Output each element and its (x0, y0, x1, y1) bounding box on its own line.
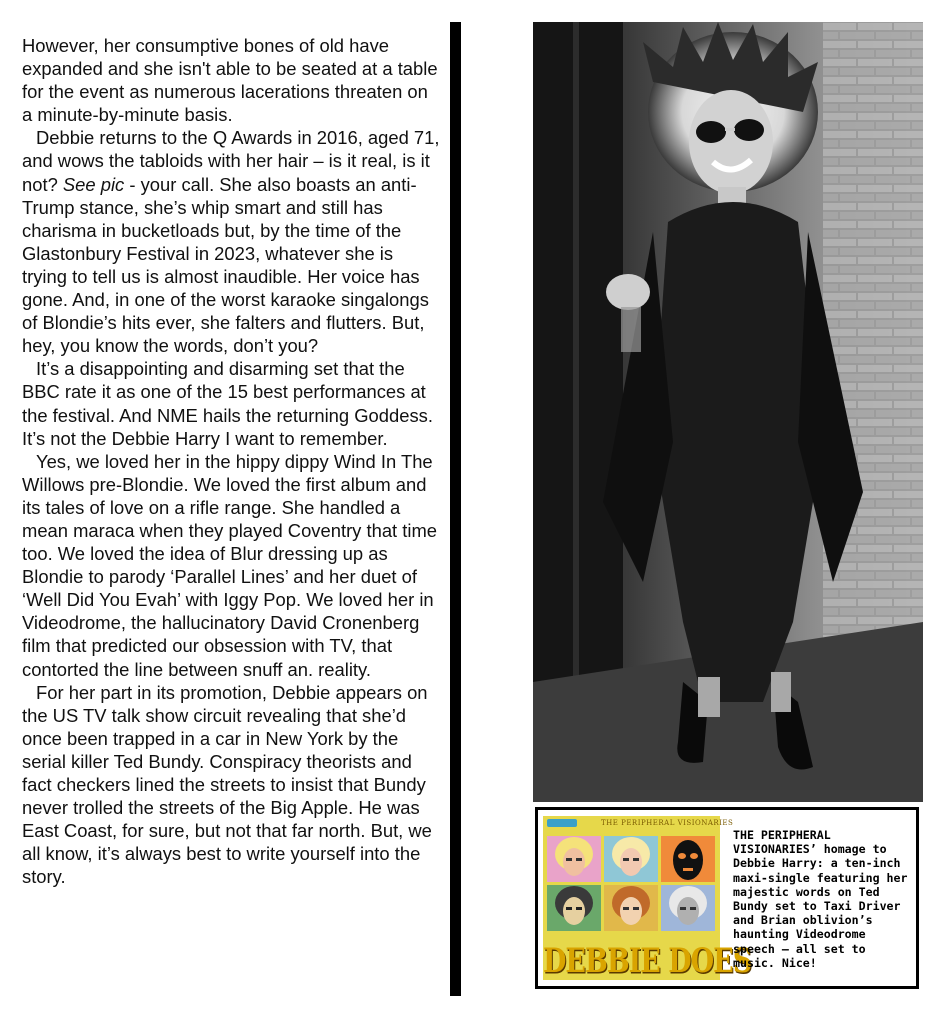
album-header (543, 816, 734, 832)
portrait-tile (547, 836, 601, 882)
paragraph-2-text-b: - your call. She also boasts an anti-Trump stance, she’s whip smart and still has charisma in bucketloads but, by the time of the Glastonbury Festival in 2023, whatever she is trying to tell us is almost inaudible. Her voice has gone. And, in one of the worst karaoke singalongs of Blondie’s hits ever, she falters and flutters. But, hey, you know the words, don’t you? (22, 173, 429, 357)
portrait-tile (661, 885, 715, 931)
portrait-tile (604, 836, 658, 882)
album-header-label: THE PERIPHERAL VISIONARIES (601, 819, 734, 827)
label-logo-icon (547, 819, 577, 827)
portrait-tile (604, 885, 658, 931)
caption-text: THE PERIPHERAL VISIONARIES’ homage to Debbie Harry: a ten-inch maxi-single featuring her majestic words on Ted Bundy set to Taxi Driver and Brian oblivion’s haunting Videodrome speech – all set to music. Nice! (733, 828, 908, 970)
column-divider (450, 22, 461, 996)
paragraph-1: However, her consumptive bones of old have expanded and she isn't able to be seated at a table for the event as numerous lacerations threaten on a minute-by-minute basis. (22, 35, 438, 126)
see-pic-emphasis: See pic (62, 173, 125, 195)
article-text (22, 34, 440, 888)
paragraph-4: Yes, we loved her in the hippy dippy Wind In The Willows pre-Blondie. We loved the first album and its tales of love on a rifle range. She handled a mean maraca when they played Coventry that time too. We loved the idea of Blur dressing up as Blondie to parody ‘Parallel Lines’ and her duet of ‘Well Did You Evah’ with Iggy Pop. We loved her in Videodrome, the hallucinatory David Cronenberg film that predicted our obsession with TV, that contorted the line between snuff an. reality. (22, 450, 438, 680)
caption-box (535, 807, 919, 989)
paragraph-5: For her part in its promotion, Debbie appears on the US TV talk show circuit revealing that she’d once been trapped in a car in New York by the serial killer Ted Bundy. Conspiracy theorists and fact checkers lined the streets to insist that Bundy never trolled the streets of the Big Apple. He was East Coast, for sure, but not that far north. But, we all know, it’s always best to write yourself into the story. (22, 681, 432, 888)
paragraph-3: It’s a disappointing and disarming set that the BBC rate it as one of the 15 best performances at the festival. And NME hails the returning Goddess. It’s not the Debbie Harry I want to remember. (22, 358, 433, 449)
album-title: DEBBIE DOES (543, 942, 752, 981)
paragraph-2 (22, 126, 440, 357)
portrait-tile (661, 836, 715, 882)
album-cover-image (543, 816, 752, 981)
debbie-harry-photo (533, 22, 923, 802)
portrait-tile (547, 885, 601, 931)
paragraph-2-text-a: Debbie returns to the Q Awards in 2016, aged 71, and wows the tabloids with her hair – is it real, is it not? (22, 127, 440, 195)
